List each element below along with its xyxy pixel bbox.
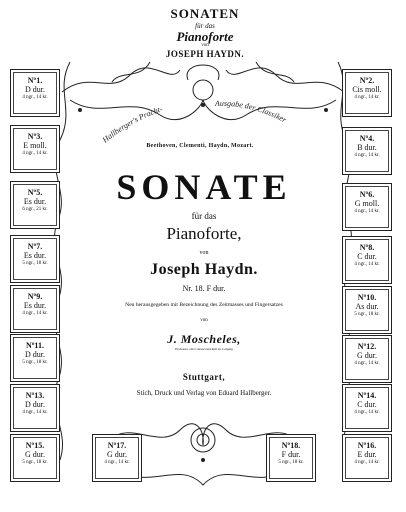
fur-das: für das — [191, 211, 217, 221]
box-number: Nº18. — [281, 441, 301, 450]
page-title: SONATE — [116, 167, 292, 207]
box-key: E dur. — [357, 450, 377, 459]
box-key: G dur. — [357, 351, 377, 360]
box-price: 6 ngr., 21 kr. — [22, 207, 48, 212]
sonata-box-16 — [342, 434, 392, 482]
sonata-box-7 — [10, 235, 60, 283]
instrument: Pianoforte, — [166, 224, 242, 243]
box-number: Nº17. — [107, 441, 127, 450]
box-key: As dur. — [355, 302, 379, 311]
box-number: Nº2. — [359, 76, 375, 85]
sonata-box-18 — [266, 434, 316, 482]
box-price: 4 ngr., 14 kr. — [354, 262, 380, 267]
box-key: F dur. — [281, 450, 301, 459]
sonata-box-6 — [342, 183, 392, 231]
banner-von: von — [201, 43, 209, 48]
box-number: Nº10. — [357, 293, 377, 302]
top-banner — [120, 4, 290, 66]
box-key: D dur. — [25, 400, 45, 409]
sonata-box-4 — [342, 127, 392, 175]
box-price: 5 ngr., 18 kr. — [22, 460, 48, 465]
box-number: Nº11. — [26, 341, 44, 350]
box-key: Cis moll. — [352, 85, 382, 94]
von: von — [199, 250, 209, 256]
arc-text-left: Hallberger's Pracht- — [100, 104, 164, 145]
box-number: Nº6. — [359, 190, 375, 199]
publication-city: Stuttgart, — [182, 372, 226, 382]
box-price: 4 ngr., 14 kr. — [354, 95, 380, 100]
sonata-box-12 — [342, 335, 392, 383]
box-price: 4 ngr., 14 kr. — [354, 460, 380, 465]
box-key: D dur. — [25, 350, 45, 359]
box-price: 5 ngr., 18 kr. — [22, 360, 48, 365]
box-price: 4 ngr., 14 kr. — [354, 153, 380, 158]
box-key: B dur. — [357, 143, 377, 152]
sonata-box-15 — [10, 434, 60, 482]
box-key: E moll. — [23, 141, 47, 150]
sonata-box-11 — [10, 334, 60, 382]
editor-name: J. Moscheles, — [167, 332, 241, 346]
box-key: G dur. — [25, 450, 45, 459]
von-editor: von — [200, 318, 208, 323]
box-number: Nº15. — [25, 441, 45, 450]
arc-text-right: Ausgabe der Classiker — [214, 98, 288, 125]
box-price: 5 ngr., 18 kr. — [354, 312, 380, 317]
composer-name: Joseph Haydn. — [150, 261, 258, 278]
banner-composer: JOSEPH HAYDN. — [165, 49, 245, 59]
box-number: Nº8. — [359, 243, 375, 252]
box-number: Nº5. — [27, 188, 43, 197]
box-price: 4 ngr., 14 kr. — [22, 151, 48, 156]
edition-note: Neu herausgegeben mit Bezeichnung des Zeitmasses und Fingersatzes — [125, 302, 283, 308]
box-number: Nº3. — [27, 132, 43, 141]
box-number: Nº13. — [25, 391, 45, 400]
box-key: C dur. — [357, 400, 377, 409]
box-key: C dur. — [357, 252, 377, 261]
box-number: Nº7. — [27, 242, 43, 251]
sonata-box-5 — [10, 181, 60, 229]
sonata-box-3 — [10, 125, 60, 173]
sonata-box-9 — [10, 285, 60, 333]
sonata-box-2 — [342, 69, 392, 117]
box-price: 4 ngr., 14 kr. — [354, 209, 380, 214]
box-price: 4 ngr., 14 kr. — [354, 410, 380, 415]
box-price: 4 ngr., 14 kr. — [22, 95, 48, 100]
box-price: 4 ngr., 14 kr. — [354, 361, 380, 366]
box-price: 5 ngr., 18 kr. — [22, 261, 48, 266]
sonata-box-8 — [342, 236, 392, 284]
editor-title: Professor am Conservatorium zu Leipzig — [175, 347, 233, 351]
sonata-number: Nr. 18. F dur. — [182, 284, 226, 293]
box-number: Nº9. — [27, 292, 43, 301]
box-price: 4 ngr., 14 kr. — [22, 311, 48, 316]
sonata-box-17 — [92, 434, 142, 482]
publisher-line: Stich, Druck und Verlag von Eduard Hallberger. — [136, 389, 272, 397]
sonata-box-10 — [342, 286, 392, 334]
classics-composers: Beethoven, Clementi, Haydn, Mozart. — [146, 143, 254, 149]
box-price: 4 ngr., 14 kr. — [22, 410, 48, 415]
box-price: 5 ngr., 18 kr. — [278, 460, 304, 465]
box-number: Nº1. — [27, 76, 43, 85]
box-number: Nº16. — [357, 441, 377, 450]
box-number: Nº14. — [357, 391, 377, 400]
banner-fur: für das — [195, 22, 215, 30]
box-key: Es dur. — [23, 251, 47, 260]
box-number: Nº12. — [357, 342, 377, 351]
banner-title: SONATEN — [170, 6, 240, 21]
sonata-box-13 — [10, 384, 60, 432]
edition-arc-text — [100, 98, 320, 148]
box-price: 4 ngr., 14 kr. — [104, 460, 130, 465]
sonata-box-1 — [10, 69, 60, 117]
box-key: Es dur. — [23, 301, 47, 310]
banner-instrument: Pianoforte — [176, 29, 234, 44]
sonata-box-14 — [342, 384, 392, 432]
box-key: G moll. — [354, 199, 380, 208]
box-key: D dur. — [25, 85, 45, 94]
box-key: G dur. — [107, 450, 127, 459]
box-key: Es dur. — [23, 197, 47, 206]
box-number: Nº4. — [359, 134, 375, 143]
